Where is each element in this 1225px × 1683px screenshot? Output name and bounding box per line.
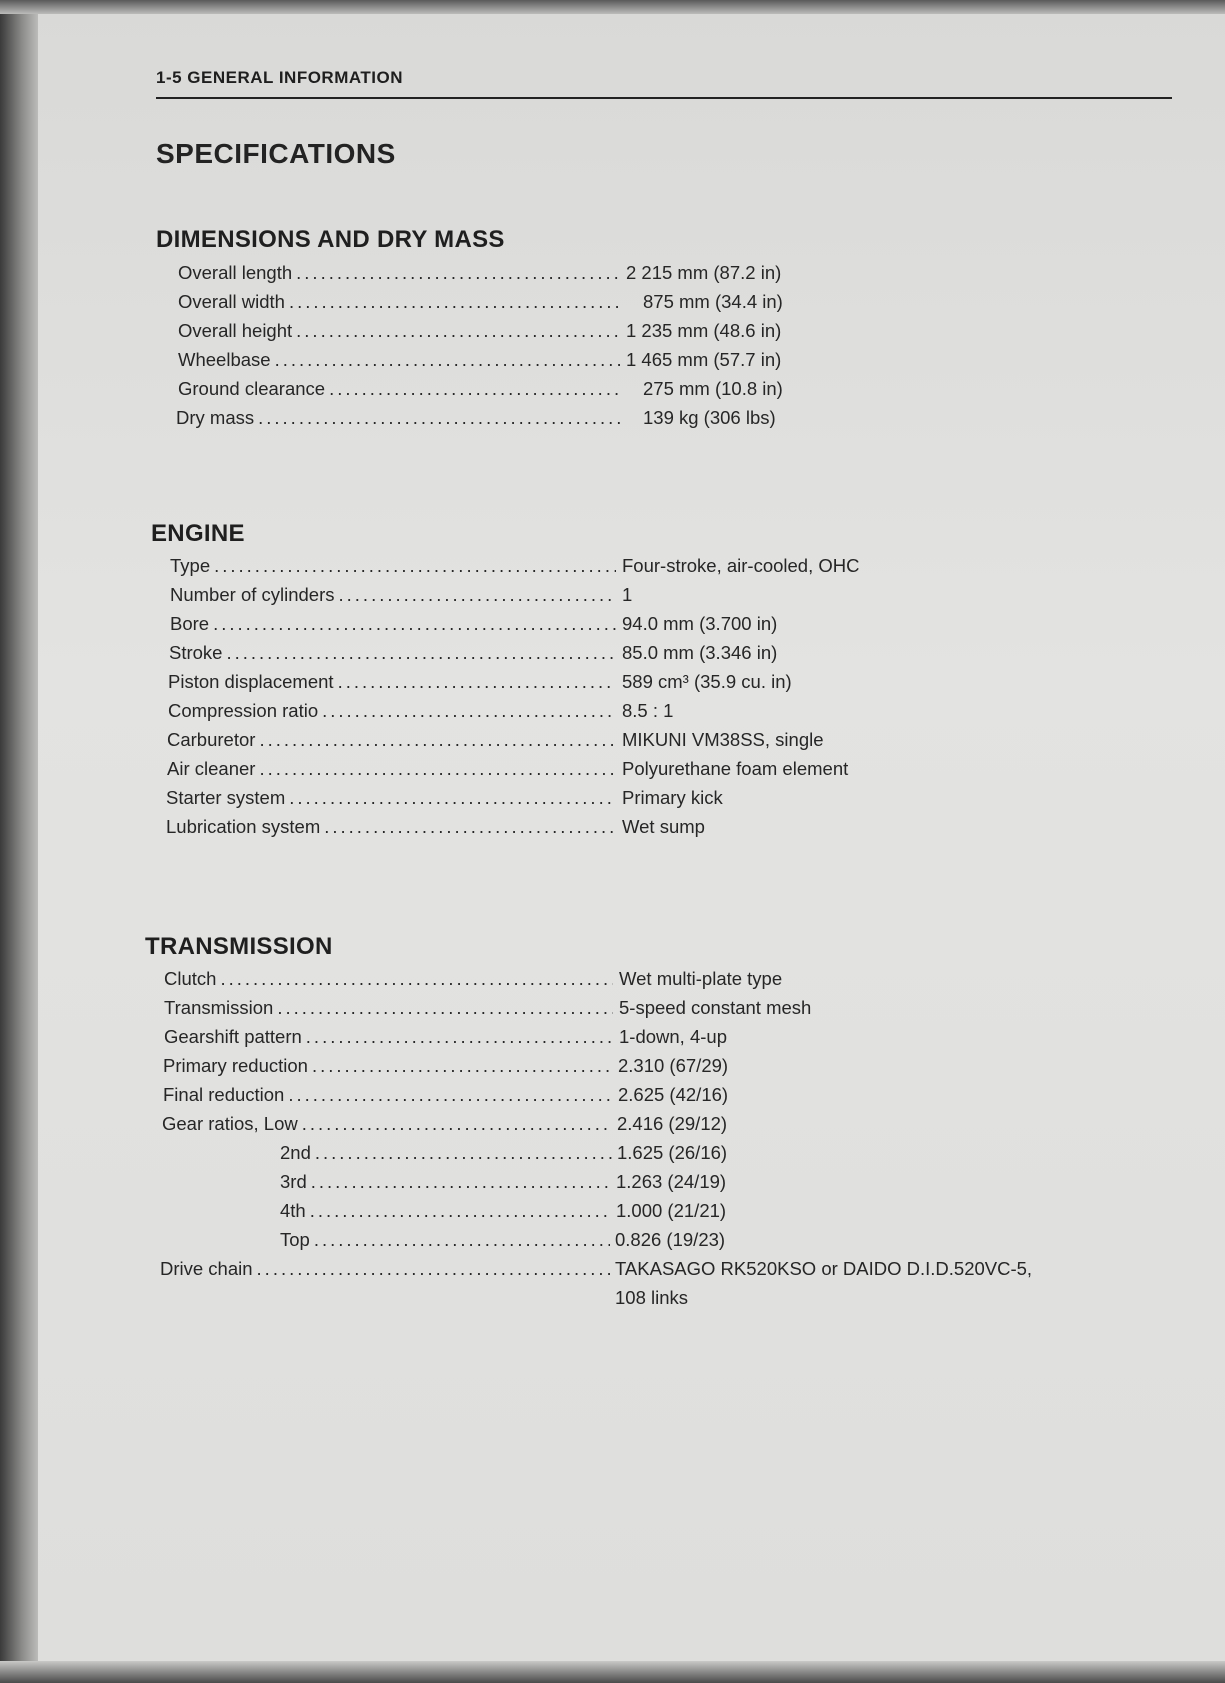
spec-label: Piston displacement	[168, 671, 334, 692]
leader-dots	[275, 349, 620, 371]
leader-dots	[314, 1229, 610, 1251]
running-head: 1-5 GENERAL INFORMATION	[156, 68, 403, 87]
spec-row	[0, 1055, 1225, 1084]
spec-value: 2.416 (29/12)	[617, 1113, 728, 1134]
spec-label: Gear ratios, Low	[162, 1113, 298, 1134]
spec-label: 2nd	[280, 1142, 311, 1163]
leader-dots	[338, 671, 616, 693]
spec-value: 139 kg (306 lbs)	[643, 407, 776, 428]
spec-row	[0, 349, 1225, 378]
spec-label: Type	[170, 555, 211, 576]
spec-value-continuation: 108 links	[615, 1287, 689, 1308]
leader-dots	[220, 968, 613, 990]
leader-dots	[311, 1171, 611, 1193]
leader-dots	[288, 1084, 613, 1106]
spec-label: Clutch	[164, 968, 217, 989]
spec-label: Starter system	[166, 787, 286, 808]
leader-dots	[214, 555, 616, 577]
spec-label: Dry mass	[176, 407, 255, 428]
spec-row	[0, 997, 1225, 1026]
leader-dots	[213, 613, 616, 635]
leader-dots	[324, 816, 616, 838]
spec-value: 8.5 : 1	[622, 700, 674, 721]
spec-row	[0, 291, 1225, 320]
spec-label: Overall width	[178, 291, 285, 312]
leader-dots	[259, 729, 616, 751]
spec-row	[0, 555, 1225, 584]
leader-dots	[257, 1258, 610, 1280]
spec-label: Bore	[170, 613, 210, 634]
leader-dots	[226, 642, 616, 664]
dimensions-list	[0, 262, 1225, 436]
spec-row	[0, 968, 1225, 997]
spec-value: 0.826 (19/23)	[615, 1229, 726, 1250]
transmission-list	[0, 968, 1225, 1316]
spec-value: 94.0 mm (3.700 in)	[622, 613, 778, 634]
spec-value: 1.263 (24/19)	[616, 1171, 727, 1192]
spec-label: Top	[280, 1229, 310, 1250]
leader-dots	[322, 700, 616, 722]
spec-value: 2.310 (67/29)	[618, 1055, 729, 1076]
page-title: SPECIFICATIONS	[156, 138, 396, 169]
spec-value: TAKASAGO RK520KSO or DAIDO D.I.D.520VC-5,	[615, 1258, 1033, 1279]
spec-row	[0, 1026, 1225, 1055]
spec-label: Final reduction	[163, 1084, 285, 1105]
spec-value: 1.625 (26/16)	[617, 1142, 728, 1163]
spec-row-continuation	[0, 1287, 1225, 1316]
leader-dots	[310, 1200, 611, 1222]
spec-value: MIKUNI VM38SS, single	[622, 729, 824, 750]
spec-row	[0, 816, 1225, 845]
spec-row	[0, 613, 1225, 642]
spec-value: Wet multi-plate type	[619, 968, 783, 989]
leader-dots	[296, 320, 620, 342]
leader-dots	[259, 758, 616, 780]
leader-dots	[258, 407, 620, 429]
leader-dots	[339, 584, 616, 606]
spec-label: Wheelbase	[178, 349, 271, 370]
spec-label: 4th	[280, 1200, 306, 1221]
spec-value: 1 235 mm (48.6 in)	[626, 320, 782, 341]
spec-row	[0, 262, 1225, 291]
spec-value: 2.625 (42/16)	[618, 1084, 729, 1105]
spec-row	[0, 1258, 1225, 1287]
spec-row	[0, 378, 1225, 407]
spec-value: 275 mm (10.8 in)	[643, 378, 783, 399]
leader-dots	[289, 291, 620, 313]
spec-label: Drive chain	[160, 1258, 253, 1279]
spec-value: 1-down, 4-up	[619, 1026, 727, 1047]
spec-row	[0, 1142, 1225, 1171]
spec-row	[0, 700, 1225, 729]
page-top-edge	[0, 0, 1225, 14]
leader-dots	[302, 1113, 612, 1135]
header-rule	[156, 97, 1172, 99]
leader-dots	[312, 1055, 613, 1077]
spec-value: Four-stroke, air-cooled, OHC	[622, 555, 860, 576]
spec-value: 1 465 mm (57.7 in)	[626, 349, 782, 370]
leader-dots	[306, 1026, 613, 1048]
spec-row	[0, 1200, 1225, 1229]
spec-row	[0, 407, 1225, 436]
page-bottom-edge	[0, 1661, 1225, 1683]
spec-value: 1.000 (21/21)	[616, 1200, 727, 1221]
section-title-dimensions: DIMENSIONS AND DRY MASS	[156, 226, 505, 253]
spec-row	[0, 642, 1225, 671]
spec-row	[0, 1113, 1225, 1142]
spec-value: 1	[622, 584, 633, 605]
spec-value: 2 215 mm (87.2 in)	[626, 262, 782, 283]
spec-label: Lubrication system	[166, 816, 321, 837]
spec-row	[0, 1229, 1225, 1258]
section-title-transmission: TRANSMISSION	[145, 933, 333, 960]
spec-label: Number of cylinders	[170, 584, 335, 605]
spec-row	[0, 584, 1225, 613]
leader-dots	[277, 997, 613, 1019]
spec-value: Wet sump	[622, 816, 705, 837]
spec-value: 85.0 mm (3.346 in)	[622, 642, 778, 663]
spec-label: Overall height	[178, 320, 293, 341]
spec-label: Overall length	[178, 262, 293, 283]
spec-row	[0, 787, 1225, 816]
spec-row	[0, 729, 1225, 758]
spec-label: Primary reduction	[163, 1055, 308, 1076]
section-title-engine: ENGINE	[151, 520, 245, 547]
spec-row	[0, 320, 1225, 349]
spec-label: 3rd	[280, 1171, 307, 1192]
leader-dots	[296, 262, 620, 284]
spec-label: Transmission	[164, 997, 274, 1018]
spec-label: Carburetor	[167, 729, 256, 750]
leader-dots	[329, 378, 620, 400]
engine-list	[0, 555, 1225, 845]
spec-label: Compression ratio	[168, 700, 319, 721]
spec-label: Air cleaner	[167, 758, 256, 779]
spec-row	[0, 1171, 1225, 1200]
spec-value: Primary kick	[622, 787, 723, 808]
spec-row	[0, 1084, 1225, 1113]
spec-value: Polyurethane foam element	[622, 758, 849, 779]
spec-label: Gearshift pattern	[164, 1026, 302, 1047]
spec-label: Ground clearance	[178, 378, 326, 399]
spec-value: 5-speed constant mesh	[619, 997, 812, 1018]
spec-label: Stroke	[169, 642, 223, 663]
spec-row	[0, 758, 1225, 787]
spec-value: 589 cm³ (35.9 cu. in)	[622, 671, 792, 692]
spec-row	[0, 671, 1225, 700]
leader-dots	[315, 1142, 612, 1164]
leader-dots	[289, 787, 616, 809]
spec-value: 875 mm (34.4 in)	[643, 291, 783, 312]
